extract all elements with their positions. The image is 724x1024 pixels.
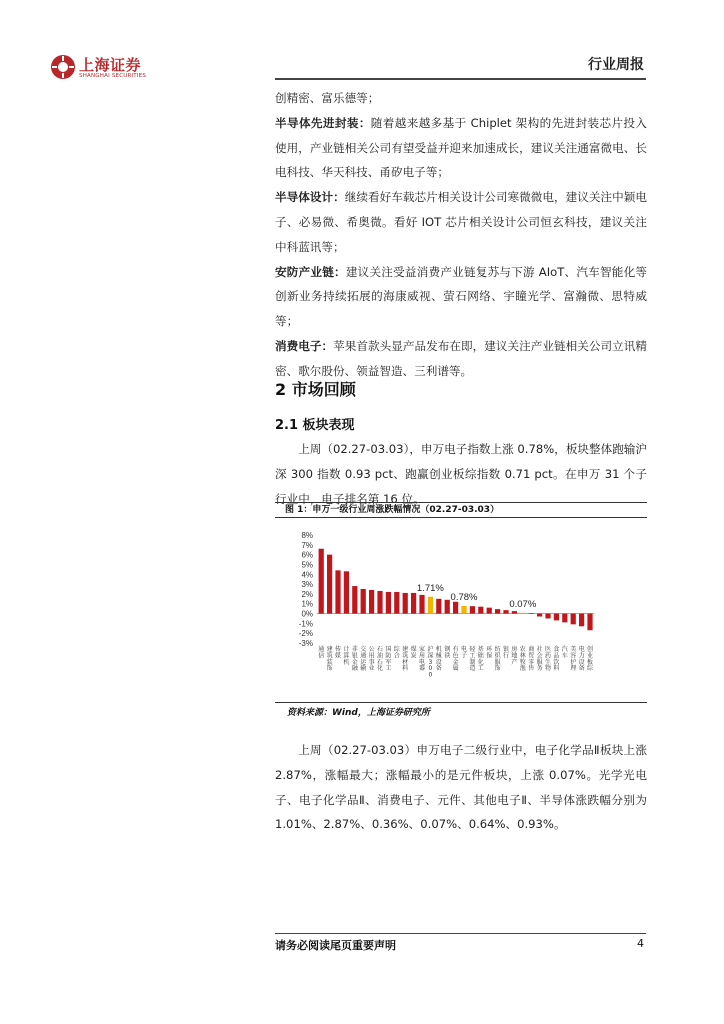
analysis-paragraph: 上周（02.27-03.03）申万电子二级行业中，电子化学品Ⅱ板块上涨 2.87%，涨幅最大；涨幅最小的是元件板块，上涨 0.07%。光学光电子、电子化学品Ⅱ、消费电子、元件、其他电子Ⅱ、半导体涨跌幅分别为 1.01%、2.87%、0.36%、0.07%、0.64%、0.93%。: [275, 743, 647, 832]
x-tick-label: 沪深 3 0 0: [427, 646, 434, 679]
chart-bar: [478, 607, 483, 614]
sub-industry-analysis: [275, 738, 647, 837]
chart-bar: [587, 614, 592, 631]
paragraph-body: 建议关注受益消费产业链复苏与下游 AIoT、汽车智能化等创新业务持续拓展的海康威视、萤石网络、宇瞳光学、富瀚微、思特威等；: [275, 264, 647, 329]
x-tick-label: 煤炭: [410, 646, 417, 660]
x-tick-label: 房地产: [511, 646, 518, 666]
chart-bar: [562, 614, 567, 623]
chart-bar: [445, 600, 450, 614]
chart-bar: [428, 597, 433, 614]
x-tick-label: 传媒: [334, 646, 342, 660]
data-label: 1.71%: [416, 582, 444, 594]
market-review-paragraph: 上周（02.27-03.03），申万电子指数上涨 0.78%，板块整体跑输沪深 300 指数 0.93 pct、跑赢创业板综指数 0.71 pct。在申万 31 个子行业中，电子排名第 16 位。: [275, 442, 647, 506]
x-tick-label: 食品饮料: [553, 646, 560, 673]
x-tick-label: 钢铁: [444, 646, 451, 660]
y-tick-label: 7%: [301, 540, 313, 550]
x-tick-label: 家用电器: [418, 646, 426, 673]
x-tick-label: 有色金属: [452, 646, 459, 673]
y-tick-label: -3%: [298, 639, 313, 648]
x-tick-label: 石油石化: [376, 646, 384, 673]
footer-divider: [275, 933, 646, 934]
chart-bar: [394, 592, 399, 614]
figure-title: 图 1：申万一级行业周涨跌幅情况（02.27-03.03）: [275, 502, 647, 518]
chart-bar: [461, 606, 466, 614]
header-divider: [275, 78, 646, 80]
y-tick-label: 2%: [301, 589, 313, 599]
chart-bar: [520, 613, 525, 614]
chart-bar: [579, 614, 584, 627]
y-tick-label: -1%: [298, 619, 313, 629]
chart-bar: [512, 611, 517, 613]
industry-bar-chart: [275, 523, 647, 699]
x-tick-label: 基础化工: [477, 646, 484, 673]
paragraph-lead: 消费电子：: [275, 338, 334, 353]
chart-bar: [554, 614, 559, 621]
chart-bar: [403, 593, 408, 614]
y-tick-label: 0%: [301, 609, 313, 619]
x-tick-label: 国防军工: [385, 646, 392, 673]
y-tick-label: 1%: [301, 599, 313, 609]
paragraph-body: 随着越来越多基于 Chiplet 架构的先进封装芯片投入使用，产业链相关公司有望受益并迎来加速成长，建议关注通富微电、长电科技、华天科技、甬矽电子等；: [275, 115, 647, 180]
chart-bar: [352, 586, 357, 613]
y-tick-label: 3%: [301, 580, 313, 590]
company-logo: [50, 52, 160, 88]
x-tick-label: 综合: [393, 646, 400, 660]
x-tick-label: 商贸零售: [528, 646, 535, 673]
report-type: 行业周报: [588, 57, 644, 73]
chart-bar: [470, 606, 475, 613]
x-tick-label: 公用事业: [368, 646, 375, 673]
intro-paragraph-3: [275, 185, 647, 259]
intro-section: [275, 86, 647, 384]
x-tick-label: 非银金融: [351, 646, 358, 673]
x-tick-label: 电子: [460, 646, 468, 660]
y-tick-label: -2%: [298, 629, 313, 639]
chart-bar: [335, 570, 340, 613]
x-tick-label: 汽车: [561, 646, 568, 660]
chart-bar: [571, 614, 576, 625]
x-tick-label: 纺织服饰: [494, 646, 501, 673]
chart-bar: [369, 590, 374, 614]
logo-subtitle: SHANGHAI SECURITIES: [79, 73, 147, 79]
x-tick-label: 建筑装饰: [326, 646, 333, 673]
chart-bar: [537, 614, 542, 617]
x-tick-label: 交通运输: [360, 646, 367, 673]
chart-bar: [453, 602, 458, 614]
y-tick-label: 5%: [301, 560, 313, 570]
figure-source: 资料来源：Wind，上海证券研究所: [275, 702, 647, 718]
intro-paragraph-2: [275, 111, 647, 185]
x-tick-label: 美容护理: [570, 646, 577, 673]
chart-bar: [495, 609, 500, 613]
page-number: 4: [637, 937, 644, 950]
chart-bar: [529, 613, 534, 614]
paragraph-lead: 半导体设计：: [275, 190, 345, 205]
chart-bar: [319, 549, 324, 614]
y-tick-label: 4%: [301, 570, 313, 580]
intro-paragraph-1: 创精密、富乐德等；: [275, 91, 380, 105]
y-tick-label: 8%: [301, 531, 313, 540]
x-tick-label: 创业板综: [586, 646, 594, 673]
paragraph-body: 苹果首款头显产品发布在即，建议关注产业链相关公司立讯精密、歌尔股份、领益智造、三利谱等。: [275, 338, 647, 378]
subsection-title: 2.1 板块表现: [275, 418, 355, 433]
chart-bar: [411, 593, 416, 614]
chart-bar: [487, 608, 492, 614]
logo-emblem-icon: [50, 54, 76, 80]
chart-bar: [377, 591, 382, 614]
chart-bar: [503, 610, 508, 613]
data-label: 0.78%: [450, 591, 478, 603]
chart-bar: [361, 589, 366, 614]
x-tick-label: 通信: [318, 646, 325, 660]
x-tick-label: 医药生物: [544, 646, 552, 673]
chart-bar: [436, 599, 441, 614]
paragraph-lead: 安防产业链：: [275, 264, 346, 279]
x-tick-label: 机械设备: [435, 646, 442, 673]
intro-paragraph-4: [275, 260, 647, 334]
x-tick-label: 电力设备: [578, 646, 585, 673]
chart-bar: [545, 614, 550, 619]
x-tick-label: 环保: [486, 646, 493, 660]
x-tick-label: 农林牧渔: [519, 646, 526, 673]
chart-bar: [386, 592, 391, 614]
x-tick-label: 计算机: [343, 646, 350, 666]
paragraph-lead: 半导体先进封装：: [275, 115, 371, 130]
market-review: [275, 437, 647, 511]
x-tick-label: 社会服务: [536, 646, 543, 673]
logo-name: 上海证券: [79, 56, 142, 74]
chart-bar: [419, 595, 424, 614]
y-tick-label: 6%: [301, 550, 313, 560]
x-tick-label: 轻工制造: [469, 646, 476, 673]
chart-bar: [327, 555, 332, 614]
data-label: 0.07%: [509, 598, 537, 610]
disclaimer-notice: 请务必阅读尾页重要声明: [275, 939, 396, 952]
paragraph-body: 继续看好车载芯片相关设计公司寒微微电，建议关注中颖电子、必易微、希奥微。看好 IOT 芯片相关设计公司恒玄科技，建议关注中科蓝讯等；: [275, 190, 647, 254]
section-title: 2 市场回顾: [275, 380, 356, 399]
x-tick-label: 银行: [502, 646, 510, 660]
chart-bar: [344, 571, 349, 613]
x-tick-label: 建筑材料: [402, 646, 409, 673]
